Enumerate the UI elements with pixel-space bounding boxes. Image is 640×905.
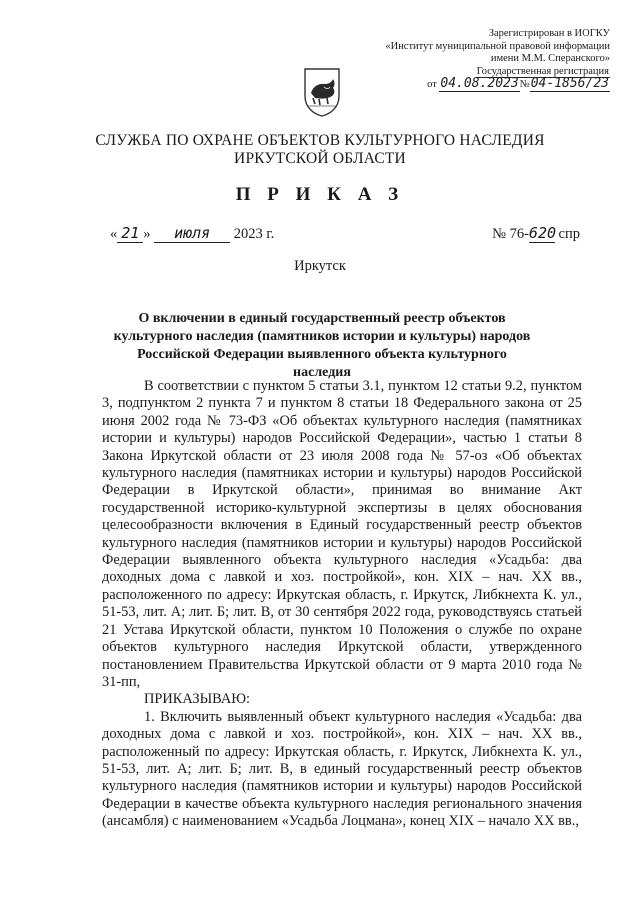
date-day: 21 <box>117 224 143 243</box>
date-month: июля <box>154 224 230 243</box>
date-number-row <box>110 224 580 246</box>
date-close-quote: » <box>143 226 151 242</box>
city: Иркутск <box>294 258 346 274</box>
organization-name <box>0 132 640 168</box>
registration-number: 04-1856/23 <box>530 76 609 91</box>
order-number-suffix: спр <box>558 226 580 242</box>
order-number-handwritten: 620 <box>528 224 557 242</box>
order-date <box>110 224 274 243</box>
order-body <box>102 378 582 831</box>
registration-stamp <box>360 28 610 92</box>
date-year: 2023 г. <box>233 226 275 242</box>
registration-from-label: от <box>427 79 437 90</box>
document-type-title: П Р И К А З <box>235 184 405 205</box>
order-number <box>492 224 580 243</box>
organization-line-2: ИРКУТСКОЙ ОБЛАСТИ <box>234 150 406 167</box>
clause-1-paragraph: 1. Включить выявленный объект культурного наследия «Усадьба: два доходных дома с лавкой и хоз. постройкой», кон. XIX – нач. XX вв., расположенный по адресу: Иркутская область, г. Иркутск, Либкнехта К. ул., 51-53, лит. А; лит. Б; лит. В, в единый государственный реестр объектов культурного наследия (памятников истории и культуры) народов Российской Федерации в качестве объекта культурного наследия регионального значения (ансамбля) с наименованием «Усадьба Лоцмана», конец XIX – начало XX вв., <box>102 708 582 830</box>
organization-line-1: СЛУЖБА ПО ОХРАНЕ ОБЪЕКТОВ КУЛЬТУРНОГО НАСЛЕДИЯ <box>95 132 545 149</box>
order-keyword: ПРИКАЗЫВАЮ: <box>144 691 251 708</box>
registration-number-line <box>360 78 610 92</box>
registration-line-1: Зарегистрирован в ИОГКУ <box>488 28 610 39</box>
order-number-prefix: № 76- <box>492 226 529 242</box>
registration-date: 04.08.2023 <box>440 76 519 91</box>
date-open-quote: « <box>110 226 118 242</box>
preamble-paragraph: В соответствии с пунктом 5 статьи 3.1, пунктом 12 статьи 9.2, пунктом 3, подпунктом 2 пункта 7 и пунктом 8 статьи 18 Федерального закона от 25 июня 2002 года № 73-ФЗ «Об объектах культурного наследия (памятниках истории и культуры) народов Российской Федерации», частью 1 статьи 8 Закона Иркутской области от 23 июля 2008 года № 57-оз «Об объектах культурного наследия (памятниках истории и культуры) народов Российской Федерации в Иркутской области», принимая во внимание Акт государственной историко-культурной экспертизы в целях обоснования целесообразности включения в Единый государственный реестр объектов культурного наследия (памятников истории и культуры) народов Российской Федерации выявленного объекта культурного наследия «Усадьба: два доходных дома с лавкой и хоз. постройкой», кон. XIX – нач. XX вв., расположенного по адресу: Иркутская область, г. Иркутск, Либкнехта К. ул., 51-53, лит. А; лит. Б; лит. В, от 30 сентября 2022 года, руководствуясь статьей 21 Устава Иркутской области, пунктом 10 Положения о службе по охране объектов культурного наследия Иркутской области, утвержденного постановлением Правительства Иркутской области от 9 марта 2010 года № 31-пп, <box>102 378 582 690</box>
order-subject: О включении в единый государственный реестр объектов культурного наследия (памятников истории и культуры) народов Российской Федерации выявленного объекта культурного наследия <box>113 311 531 380</box>
coat-of-arms-icon <box>302 66 342 118</box>
registration-line-3: имени М.М. Сперанского» <box>490 53 610 64</box>
registration-line-4-text: Государственная регистрация <box>476 65 609 77</box>
registration-no-label: № <box>519 79 530 90</box>
registration-line-2: «Институт муниципальной правовой информации <box>385 40 610 52</box>
